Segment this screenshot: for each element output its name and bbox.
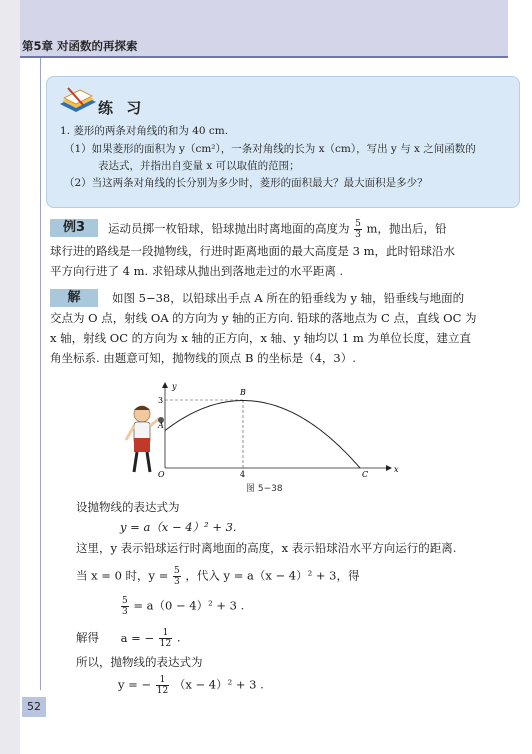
equation-substituted <box>120 596 244 617</box>
final-denominator: 12 <box>156 686 169 696</box>
chapter-title: 第5章 对函数的再探索 <box>22 39 138 53</box>
substitution-post: ，代入 y = a（x − 4）² + 3，得 <box>185 568 360 583</box>
explanation-text: 这里，y 表示铅球运行时离地面的高度，x 表示铅球沿水平方向运行的距离. <box>76 541 457 555</box>
exercise-question-1-1-cont: 表达式，并指出自变量 x 可以取值的范围； <box>98 160 300 172</box>
setup-text: 设抛物线的表达式为 <box>76 500 180 514</box>
substitution-denominator: 3 <box>174 577 180 587</box>
exercise-question-1-2: （2）当这两条对角线的长分别为多少时，菱形的面积最大？最大面积是多少？ <box>64 177 428 189</box>
substitution-fraction <box>173 566 181 587</box>
exercise-title: 练 习 <box>98 99 146 117</box>
exercise-question-1: 1. 菱形的两条对角线的和为 40 cm. <box>60 125 229 137</box>
height-fraction <box>354 219 362 240</box>
page-number: 52 <box>22 697 46 717</box>
exercise-question-1-1: （1）如果菱形的面积为 y（cm²），一条对角线的长为 x（cm），写出 y 与 x 之间函数的 <box>64 143 476 155</box>
left-margin-strip <box>0 0 20 754</box>
margin-rule <box>40 58 41 690</box>
solve-numerator: 1 <box>159 628 172 639</box>
example-line-1-pre: 运动员掷一枚铅球，铅球抛出时离地面的高度为 <box>108 221 350 236</box>
y-axis-label: y <box>172 382 177 391</box>
example-line-3: 平方向行进了 4 m. 求铅球从抛出到落地走过的水平距离 . <box>50 264 344 278</box>
substitution-numerator: 5 <box>174 566 180 576</box>
height-numerator: 5 <box>355 219 361 229</box>
solution-line-1: 如图 5−38，以铅球出手点 A 所在的铅垂线为 y 轴，铅垂线与地面的 <box>112 291 465 305</box>
solve-pre: a = − <box>120 630 155 645</box>
tick-label-x-4: 4 <box>240 470 246 479</box>
conclusion-text: 所以，抛物线的表达式为 <box>76 655 203 669</box>
thrower-illustration <box>126 406 164 472</box>
example-line-2: 球行进的路线是一段抛物线，行进时距离地面的最大高度是 3 m，此时铅球沿水 <box>50 244 456 258</box>
solve-post: . <box>176 630 181 645</box>
eq2-post: = a（0 − 4）² + 3 . <box>133 598 245 613</box>
parabola-curve <box>165 401 360 469</box>
point-b-label: B <box>240 388 246 397</box>
example-line-1-post: m，抛出后，铅 <box>366 221 447 236</box>
x-axis-arrow <box>386 465 392 471</box>
final-pre: y = − <box>118 677 152 692</box>
point-a-label: A <box>158 421 164 430</box>
height-denominator: 3 <box>355 230 361 240</box>
x-axis-label: x <box>394 465 399 474</box>
equation-final <box>118 675 264 696</box>
final-numerator: 1 <box>156 675 169 686</box>
substitution-line <box>76 566 359 587</box>
eq2-fraction <box>121 596 129 617</box>
solution-line-3: x 轴，射线 OC 的方向为 x 轴的正方向，x 轴、y 轴均以 1 m 为单位长度，建立直 <box>50 331 471 345</box>
solve-fraction <box>159 628 172 649</box>
origin-label: O <box>158 470 165 479</box>
solve-label: 解得 <box>76 630 99 645</box>
solution-line-2: 交点为 O 点，射线 OA 的方向为 y 轴的正方向. 铅球的落地点为 C 点，直线 OC 为 <box>50 311 477 325</box>
solution-line-4: 角坐标系. 由题意可知，抛物线的顶点 B 的坐标是（4，3）. <box>50 351 356 365</box>
y-axis-arrow <box>162 382 168 388</box>
solve-line <box>76 628 181 649</box>
example-tag: 例3 <box>50 219 98 237</box>
eq2-denominator: 3 <box>122 607 128 617</box>
tick-label-y-3: 3 <box>158 396 164 405</box>
equation-general: y = a（x − 4）² + 3. <box>120 520 237 534</box>
final-fraction <box>156 675 169 696</box>
eq2-numerator: 5 <box>122 596 128 606</box>
solution-tag: 解 <box>50 289 98 307</box>
solve-denominator: 12 <box>159 639 172 649</box>
final-post: （x − 4）² + 3 . <box>173 677 264 692</box>
figure-caption: 图 5−38 <box>246 484 283 494</box>
parabola-figure <box>120 380 400 490</box>
point-c-label: C <box>362 470 369 479</box>
substitution-pre: 当 x = 0 时，y = <box>76 568 169 583</box>
book-icon <box>58 84 98 116</box>
example-line-1 <box>108 219 446 240</box>
